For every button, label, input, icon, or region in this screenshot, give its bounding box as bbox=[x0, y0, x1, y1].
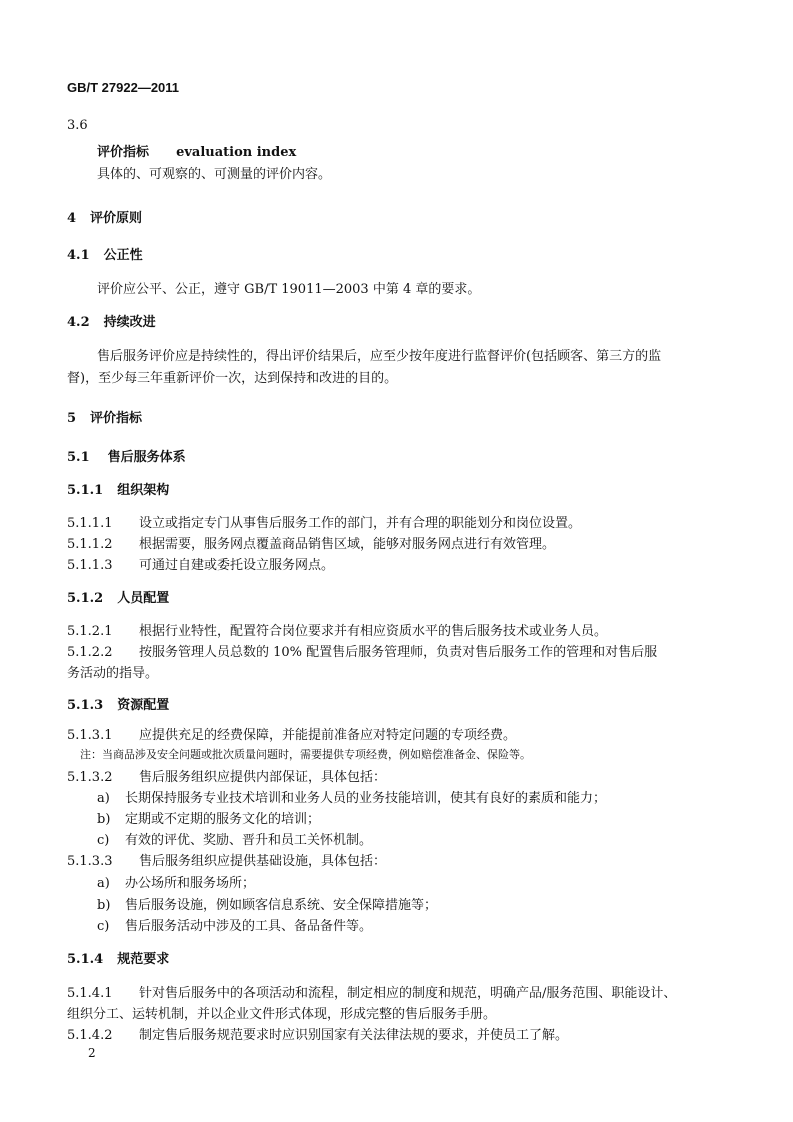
item-number: 5.1.1.2 bbox=[67, 537, 113, 552]
item bbox=[67, 554, 334, 573]
item bbox=[67, 724, 516, 743]
clause-heading bbox=[67, 244, 143, 263]
clause-number: 4.1 bbox=[67, 248, 90, 263]
list-item bbox=[97, 872, 255, 891]
subclause-number: 5.1.1 bbox=[67, 483, 104, 498]
list-text: 办公场所和服务场所； bbox=[125, 876, 256, 891]
item-number: 5.1.4.1 bbox=[67, 986, 113, 1001]
list-marker: c) bbox=[97, 919, 110, 934]
clause-number: 3.6 bbox=[67, 118, 88, 133]
term-definition: 具体的、可观察的、可测量的评价内容。 bbox=[97, 167, 332, 182]
clause-title: 售后服务体系 bbox=[107, 450, 186, 465]
list-marker: b) bbox=[97, 812, 111, 827]
list-text: 定期或不定期的服务文化的培训； bbox=[125, 812, 321, 827]
list-text: 售后服务设施，例如顾客信息系统、安全保障措施等； bbox=[125, 898, 438, 913]
standard-number-header: GB/T 27922—2011 bbox=[67, 80, 180, 95]
list-text: 售后服务活动中涉及的工具、备品备件等。 bbox=[125, 919, 373, 934]
section-title: 评价原则 bbox=[90, 211, 143, 226]
note: 注：当商品涉及安全问题或批次质量问题时，需要提供专项经费，例如赔偿准备金、保险等。 bbox=[80, 748, 531, 761]
list-item bbox=[97, 915, 372, 934]
item-number: 5.1.2.2 bbox=[67, 645, 113, 660]
item bbox=[67, 641, 657, 660]
item-text: 根据需要，服务网点覆盖商品销售区域，能够对服务网点进行有效管理。 bbox=[139, 537, 556, 552]
list-item bbox=[97, 829, 372, 848]
item-number: 5.1.3.3 bbox=[67, 854, 113, 869]
list-item bbox=[97, 808, 320, 827]
item-text: 可通过自建或委托设立服务网点。 bbox=[139, 558, 335, 573]
list-marker: b) bbox=[97, 898, 111, 913]
subclause-title: 人员配置 bbox=[117, 591, 170, 606]
list-marker: a) bbox=[97, 791, 110, 806]
subclause-title: 资源配置 bbox=[117, 698, 170, 713]
section-heading bbox=[67, 407, 142, 426]
subclause-heading bbox=[67, 694, 169, 713]
item-text: 售后服务组织应提供基础设施，具体包括： bbox=[139, 854, 387, 869]
item bbox=[67, 850, 386, 869]
item-text: 根据行业特性，配置符合岗位要求并有相应资质水平的售后服务技术或业务人员。 bbox=[139, 624, 608, 639]
item-text: 按服务管理人员总数的 10% 配置售后服务管理师，负责对售后服务工作的管理和对售后服 bbox=[139, 645, 658, 660]
item-number: 5.1.3.2 bbox=[67, 770, 113, 785]
subclause-heading bbox=[67, 948, 169, 967]
item-text: 针对售后服务中的各项活动和流程，制定相应的制度和规范，明确产品/服务范围、职能设计、 bbox=[139, 986, 677, 1001]
section-title: 评价指标 bbox=[90, 411, 143, 426]
item bbox=[67, 1024, 568, 1043]
subclause-title: 组织架构 bbox=[117, 483, 170, 498]
item-text: 设立或指定专门从事售后服务工作的部门，并有合理的职能划分和岗位设置。 bbox=[139, 516, 582, 531]
page-number: 2 bbox=[88, 1046, 96, 1060]
clause-title: 公正性 bbox=[103, 248, 143, 263]
list-marker: a) bbox=[97, 876, 110, 891]
item-number: 5.1.1.1 bbox=[67, 516, 113, 531]
subclause-title: 规范要求 bbox=[117, 952, 170, 967]
list-marker: c) bbox=[97, 833, 110, 848]
item-number: 5.1.3.1 bbox=[67, 728, 113, 743]
item-number: 5.1.2.1 bbox=[67, 624, 113, 639]
paragraph-line: 督)，至少每三年重新评价一次，达到保持和改进的目的。 bbox=[67, 371, 398, 386]
list-item bbox=[97, 787, 606, 806]
term-zh: 评价指标 bbox=[97, 145, 150, 160]
clause-number: 4.2 bbox=[67, 315, 90, 330]
item-continuation: 务活动的指导。 bbox=[67, 666, 159, 681]
list-text: 长期保持服务专业技术培训和业务人员的业务技能培训，使其有良好的素质和能力； bbox=[125, 791, 607, 806]
list-item bbox=[97, 894, 437, 913]
term-title bbox=[97, 141, 296, 160]
subclause-number: 5.1.4 bbox=[67, 952, 104, 967]
list-text: 有效的评优、奖励、晋升和员工关怀机制。 bbox=[125, 833, 373, 848]
item-number: 5.1.4.2 bbox=[67, 1028, 113, 1043]
subclause-heading bbox=[67, 587, 169, 606]
item-number: 5.1.1.3 bbox=[67, 558, 113, 573]
clause-heading bbox=[67, 446, 186, 465]
item-text: 应提供充足的经费保障，并能提前准备应对特定问题的专项经费。 bbox=[139, 728, 517, 743]
section-heading bbox=[67, 207, 142, 226]
paragraph-line: 售后服务评价应是持续性的，得出评价结果后，应至少按年度进行监督评价(包括顾客、第三方的监 bbox=[97, 349, 662, 364]
paragraph: 评价应公平、公正，遵守 GB/T 19011—2003 中第 4 章的要求。 bbox=[97, 282, 481, 297]
clause-heading bbox=[67, 311, 156, 330]
section-number: 4 bbox=[67, 211, 77, 226]
item bbox=[67, 512, 581, 531]
item bbox=[67, 533, 555, 552]
item-continuation: 组织分工、运转机制，并以企业文件形式体现，形成完整的售后服务手册。 bbox=[67, 1007, 497, 1022]
item-text: 售后服务组织应提供内部保证，具体包括： bbox=[139, 770, 387, 785]
item bbox=[67, 620, 607, 639]
item bbox=[67, 766, 386, 785]
subclause-heading bbox=[67, 479, 169, 498]
term-en: evaluation index bbox=[176, 145, 297, 160]
item bbox=[67, 982, 676, 1001]
subclause-number: 5.1.3 bbox=[67, 698, 104, 713]
clause-number: 5.1 bbox=[67, 450, 90, 465]
clause-title: 持续改进 bbox=[103, 315, 156, 330]
subclause-number: 5.1.2 bbox=[67, 591, 104, 606]
item-text: 制定售后服务规范要求时应识别国家有关法律法规的要求，并使员工了解。 bbox=[139, 1028, 569, 1043]
section-number: 5 bbox=[67, 411, 77, 426]
